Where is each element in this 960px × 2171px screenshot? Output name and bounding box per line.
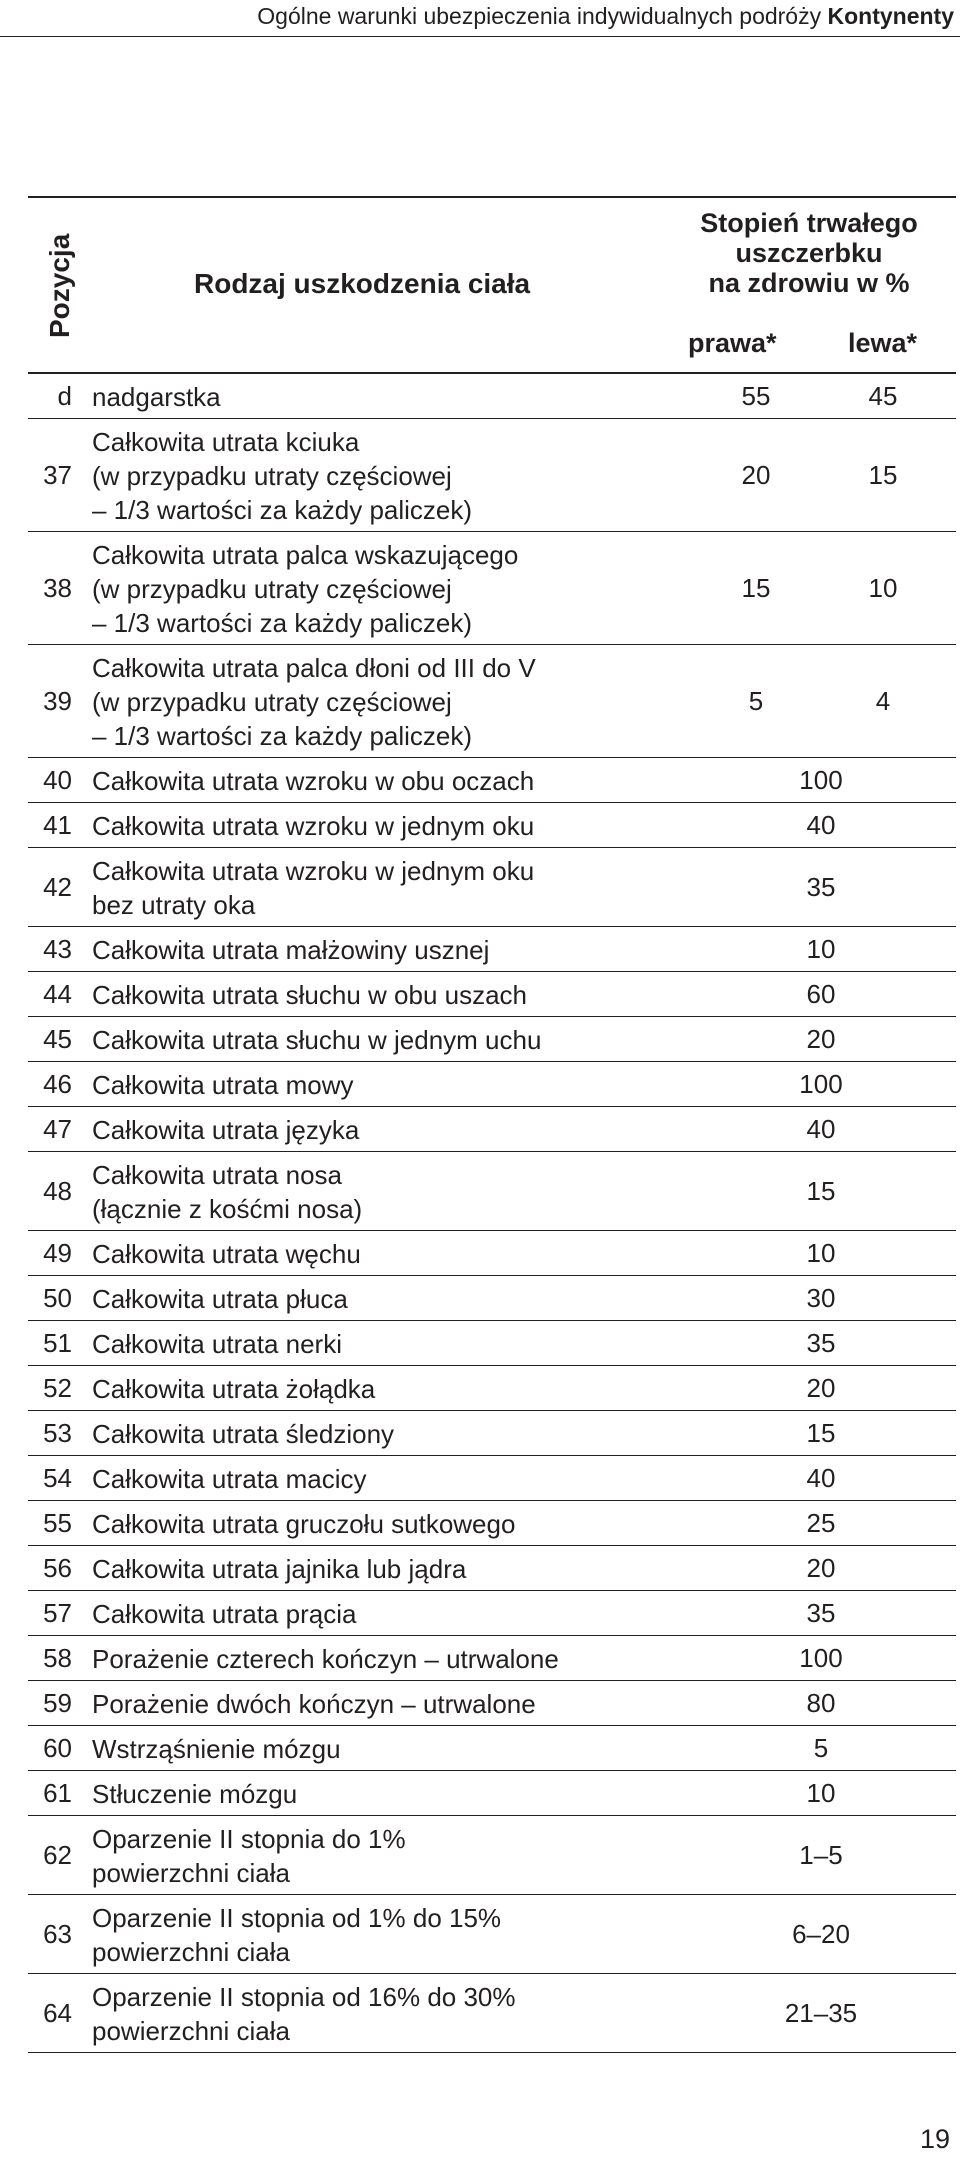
row-description	[92, 1276, 652, 1320]
row-value-prawa: 55	[741, 381, 771, 411]
table-row	[28, 803, 956, 848]
page-header	[0, 0, 960, 37]
row-position: 43	[43, 934, 72, 964]
table-row	[28, 1107, 956, 1152]
row-value-lewa: 15	[868, 460, 898, 490]
row-position: 50	[43, 1283, 72, 1313]
row-description-line: Oparzenie II stopnia do 1%	[92, 1824, 406, 1854]
row-position: 54	[43, 1463, 72, 1493]
row-value: 1–5	[799, 1840, 843, 1870]
row-description-line: bez utraty oka	[92, 890, 256, 920]
row-position: 51	[43, 1328, 72, 1358]
row-value: 20	[806, 1373, 836, 1403]
row-description	[92, 1591, 652, 1635]
row-position: 57	[43, 1598, 72, 1628]
table-row	[28, 1895, 956, 1974]
row-position: 44	[43, 979, 72, 1009]
row-position: 60	[43, 1733, 72, 1763]
row-description-line: Całkowita utrata nerki	[92, 1329, 342, 1359]
row-position: 49	[43, 1238, 72, 1268]
table-row	[28, 1366, 956, 1411]
table-row	[28, 1152, 956, 1231]
row-value: 15	[806, 1418, 836, 1448]
row-description-line: Całkowita utrata języka	[92, 1115, 360, 1145]
row-position: 58	[43, 1643, 72, 1673]
row-value: 6–20	[792, 1919, 850, 1949]
row-description	[92, 645, 652, 757]
row-position: 59	[43, 1688, 72, 1718]
column-header-prawa: prawa*	[688, 328, 777, 358]
row-value: 40	[806, 1463, 836, 1493]
row-description	[92, 1816, 652, 1894]
row-value: 35	[806, 1328, 836, 1358]
row-description-line: Całkowita utrata palca dłoni od III do V	[92, 653, 536, 683]
row-value: 25	[806, 1508, 836, 1538]
table-row	[28, 1321, 956, 1366]
row-value: 80	[806, 1688, 836, 1718]
row-value: 35	[806, 872, 836, 902]
column-header-stopien-line: uszczerbku	[735, 238, 883, 268]
row-position: 38	[43, 573, 72, 603]
row-description	[92, 1017, 652, 1061]
row-description	[92, 1152, 652, 1230]
row-description-line: (w przypadku utraty częściowej	[92, 461, 452, 491]
row-description	[92, 1726, 652, 1770]
row-description	[92, 1681, 652, 1725]
row-position: 42	[43, 872, 72, 902]
row-value: 5	[813, 1733, 829, 1763]
row-description-line: Oparzenie II stopnia od 16% do 30%	[92, 1982, 516, 2012]
table-row	[28, 1501, 956, 1546]
column-header-stopien-line: Stopień trwałego	[700, 208, 918, 238]
row-description-line: (w przypadku utraty częściowej	[92, 687, 452, 717]
row-value: 10	[806, 1238, 836, 1268]
row-description-line: Porażenie dwóch kończyn – utrwalone	[92, 1689, 536, 1719]
row-description-line: powierzchni ciała	[92, 2016, 290, 2046]
row-value: 30	[806, 1283, 836, 1313]
row-description-line: (w przypadku utraty częściowej	[92, 574, 452, 604]
row-position: 46	[43, 1069, 72, 1099]
table-row	[28, 1636, 956, 1681]
row-description-line: Całkowita utrata małżowiny usznej	[92, 935, 490, 965]
row-description	[92, 532, 652, 644]
row-description-line: Całkowita utrata słuchu w obu uszach	[92, 980, 528, 1010]
row-description-line: Całkowita utrata żołądka	[92, 1374, 376, 1404]
row-description	[92, 419, 652, 531]
document-title-regular: Ogólne warunki ubezpieczenia indywidualnych podróży	[257, 3, 828, 29]
row-description-line: powierzchni ciała	[92, 1937, 290, 1967]
table-row	[28, 972, 956, 1017]
row-description-line: – 1/3 wartości za każdy paliczek)	[92, 721, 473, 751]
row-description	[92, 848, 652, 926]
table-row	[28, 1231, 956, 1276]
table-row	[28, 419, 956, 532]
row-description-line: Całkowita utrata prącia	[92, 1599, 357, 1629]
row-position: 56	[43, 1553, 72, 1583]
table-row	[28, 1816, 956, 1895]
row-description-line: Całkowita utrata wzroku w obu oczach	[92, 766, 535, 796]
row-description-line: Całkowita utrata jajnika lub jądra	[92, 1554, 467, 1584]
row-value: 20	[806, 1024, 836, 1054]
row-description	[92, 1974, 652, 2052]
page-number: 19	[919, 2124, 950, 2154]
row-position: d	[57, 381, 72, 411]
table-row	[28, 645, 956, 758]
row-description	[92, 1636, 652, 1680]
row-position: 37	[43, 460, 72, 490]
table-body	[28, 374, 956, 2053]
row-description	[92, 1107, 652, 1151]
row-description-line: Całkowita utrata palca wskazującego	[92, 540, 519, 570]
row-position: 39	[43, 686, 72, 716]
table-row	[28, 1726, 956, 1771]
row-description	[92, 1411, 652, 1455]
row-description-line: Całkowita utrata macicy	[92, 1464, 367, 1494]
row-position: 53	[43, 1418, 72, 1448]
row-description-line: Całkowita utrata nosa	[92, 1160, 343, 1190]
table-row	[28, 758, 956, 803]
row-position: 47	[43, 1114, 72, 1144]
row-value: 35	[806, 1598, 836, 1628]
row-value-lewa: 4	[875, 686, 891, 716]
table-row	[28, 1062, 956, 1107]
row-description	[92, 1501, 652, 1545]
row-value: 100	[799, 765, 843, 795]
column-header-stopien-line: na zdrowiu w %	[708, 268, 910, 298]
row-description-line: – 1/3 wartości za każdy paliczek)	[92, 495, 473, 525]
column-header-pozycja: Pozycja	[44, 233, 75, 338]
row-value: 21–35	[784, 1998, 858, 2028]
row-value: 60	[806, 979, 836, 1009]
row-description-line: nadgarstka	[92, 382, 221, 412]
row-description-line: Całkowita utrata płuca	[92, 1284, 348, 1314]
row-description-line: Stłuczenie mózgu	[92, 1779, 298, 1809]
row-description	[92, 1456, 652, 1500]
row-position: 55	[43, 1508, 72, 1538]
table-row	[28, 1974, 956, 2053]
table-row	[28, 1276, 956, 1321]
row-description-line: – 1/3 wartości za każdy paliczek)	[92, 608, 473, 638]
row-value: 15	[806, 1176, 836, 1206]
table-row	[28, 1591, 956, 1636]
row-description-line: Całkowita utrata węchu	[92, 1239, 361, 1269]
row-value-prawa: 20	[741, 460, 771, 490]
table-row	[28, 1681, 956, 1726]
row-value: 20	[806, 1553, 836, 1583]
row-value: 40	[806, 1114, 836, 1144]
row-value: 40	[806, 810, 836, 840]
row-description	[92, 972, 652, 1016]
row-description	[92, 1546, 652, 1590]
document-title	[257, 3, 954, 30]
column-header-stopien	[664, 208, 954, 298]
table-row	[28, 1411, 956, 1456]
row-description	[92, 1321, 652, 1365]
row-position: 52	[43, 1373, 72, 1403]
row-position: 62	[43, 1840, 72, 1870]
row-description	[92, 803, 652, 847]
row-position: 63	[43, 1919, 72, 1949]
column-header-rodzaj: Rodzaj uszkodzenia ciała	[194, 268, 531, 299]
row-position: 45	[43, 1024, 72, 1054]
row-description-line: Całkowita utrata mowy	[92, 1070, 354, 1100]
row-description-line: Całkowita utrata śledziony	[92, 1419, 395, 1449]
row-description-line: Oparzenie II stopnia od 1% do 15%	[92, 1903, 502, 1933]
table-row	[28, 1546, 956, 1591]
row-value-lewa: 45	[868, 381, 898, 411]
table-header	[28, 198, 956, 374]
row-description-line: Całkowita utrata wzroku w jednym oku	[92, 811, 535, 841]
row-description	[92, 1895, 652, 1973]
document-title-bold: Kontynenty	[827, 3, 954, 29]
row-position: 61	[43, 1778, 72, 1808]
row-description-line: Wstrząśnienie mózgu	[92, 1734, 341, 1764]
table-row	[28, 1017, 956, 1062]
table-row	[28, 1771, 956, 1816]
row-value: 10	[806, 934, 836, 964]
row-position: 48	[43, 1176, 72, 1206]
row-description	[92, 1062, 652, 1106]
table-row	[28, 374, 956, 419]
row-description	[92, 1771, 652, 1815]
row-value-prawa: 15	[741, 573, 771, 603]
row-description-line: Całkowita utrata wzroku w jednym oku	[92, 856, 535, 886]
row-value: 100	[799, 1643, 843, 1673]
row-position: 41	[43, 810, 72, 840]
row-position: 40	[43, 765, 72, 795]
row-description-line: (łącznie z kośćmi nosa)	[92, 1194, 363, 1224]
row-value: 10	[806, 1778, 836, 1808]
row-description	[92, 1231, 652, 1275]
row-description	[92, 758, 652, 802]
row-value-prawa: 5	[748, 686, 764, 716]
row-value: 100	[799, 1069, 843, 1099]
row-description-line: Całkowita utrata gruczołu sutkowego	[92, 1509, 516, 1539]
table-row	[28, 1456, 956, 1501]
row-description	[92, 1366, 652, 1410]
table-row	[28, 927, 956, 972]
row-description	[92, 374, 652, 418]
column-header-lewa: lewa*	[848, 328, 918, 358]
row-position: 64	[43, 1998, 72, 2028]
row-description-line: Całkowita utrata kciuka	[92, 427, 360, 457]
table-row	[28, 848, 956, 927]
row-value-lewa: 10	[868, 573, 898, 603]
table-row	[28, 532, 956, 645]
injury-table	[28, 196, 956, 2053]
row-description-line: Całkowita utrata słuchu w jednym uchu	[92, 1025, 542, 1055]
row-description	[92, 927, 652, 971]
row-description-line: Porażenie czterech kończyn – utrwalone	[92, 1644, 559, 1674]
row-description-line: powierzchni ciała	[92, 1858, 290, 1888]
